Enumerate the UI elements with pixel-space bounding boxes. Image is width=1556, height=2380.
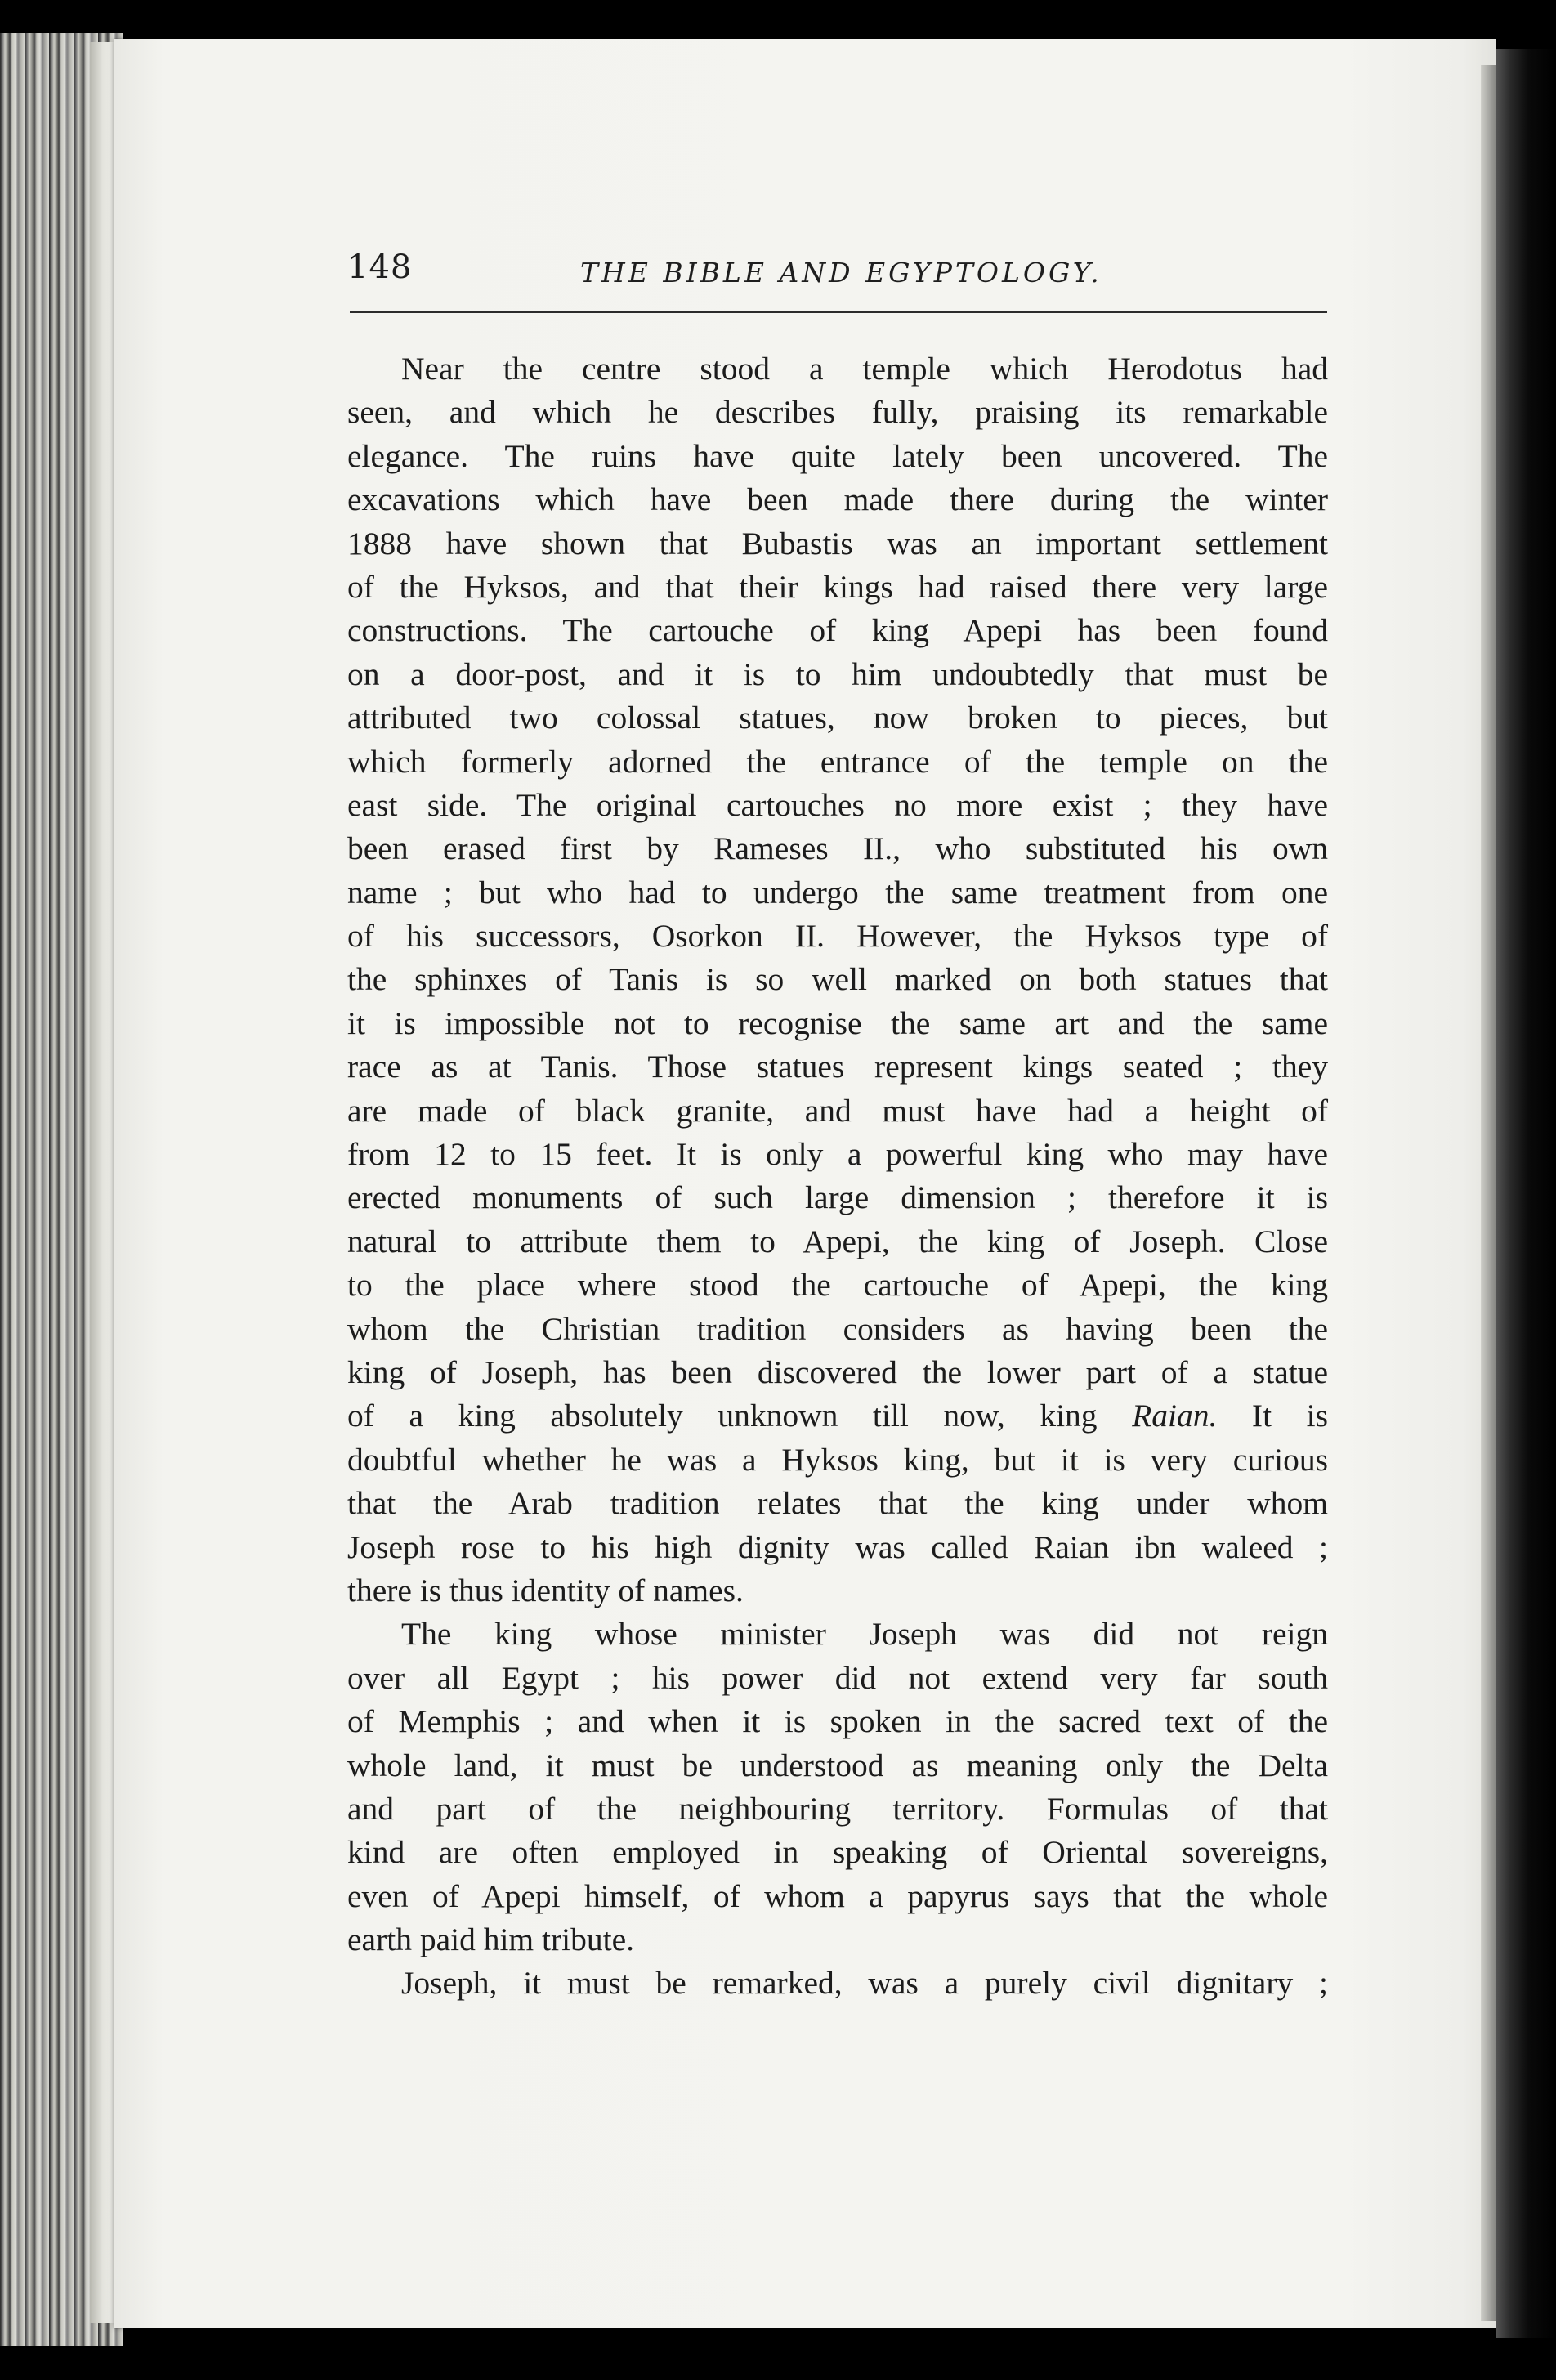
text-line: that the Arab tradition relates that the king under whom: [347, 1485, 1328, 1522]
right-page-edges: [1496, 49, 1556, 2338]
paragraph-3: [347, 1962, 1328, 2005]
header-rule: [350, 311, 1327, 313]
text-line: whom the Christian tradition considers as having been the: [347, 1310, 1328, 1347]
text-line: and part of the neighbouring territory. Formulas of that: [347, 1790, 1328, 1827]
italic-name: Raian.: [1132, 1398, 1218, 1434]
text-line: of the Hyksos, and that their kings had raised there very large: [347, 568, 1328, 605]
text-line: seen, and which he describes fully, praising its remarkable: [347, 394, 1328, 431]
text-line: on a door-post, and it is to him undoubtedly that must be: [347, 655, 1328, 692]
text-line: there is thus identity of names.: [347, 1572, 744, 1608]
text-line: to the place where stood the cartouche of Apepi, the king: [347, 1267, 1328, 1304]
text-line: over all Egypt ; his power did not extend very far south: [347, 1659, 1328, 1696]
text-line: Joseph, it must be remarked, was a purely civil dignitary ;: [401, 1965, 1328, 2002]
text-line: king of Joseph, has been discovered the lower part of a statue: [347, 1353, 1328, 1390]
text-line: are made of black granite, and must have had a height of: [347, 1092, 1328, 1129]
paragraph-2: [347, 1613, 1328, 1962]
page-header: [347, 242, 1328, 307]
text-line: name ; but who had to undergo the same treatment from one: [347, 874, 1328, 910]
text-line: The king whose minister Joseph was did not reign: [401, 1616, 1328, 1653]
text-line: 1888 have shown that Bubastis was an important settlement: [347, 525, 1328, 561]
text-line: of his successors, Osorkon II. However, the Hyksos type of: [347, 918, 1328, 955]
text-line: even of Apepi himself, of whom a papyrus says that the whole: [347, 1877, 1328, 1914]
text-line: erected monuments of such large dimension ; therefore it is: [347, 1179, 1328, 1216]
text-line: east side. The original cartouches no more exist ; they have: [347, 786, 1328, 823]
text-line: race as at Tanis. Those statues represent kings seated ; they: [347, 1049, 1328, 1085]
text-line: been erased first by Rameses II., who substituted his own: [347, 830, 1328, 867]
text-line: of a king absolutely unknown till now, king Raian. It is: [347, 1398, 1328, 1434]
body-text: [347, 347, 1328, 2006]
text-line: doubtful whether he was a Hyksos king, but it is very curious: [347, 1441, 1328, 1478]
text-line: whole land, it must be understood as meaning only the Delta: [347, 1747, 1328, 1783]
text-line: kind are often employed in speaking of Oriental sovereigns,: [347, 1834, 1328, 1871]
text-line: Joseph rose to his high dignity was called Raian ibn waleed ;: [347, 1528, 1328, 1565]
text-line: natural to attribute them to Apepi, the king of Joseph. Close: [347, 1223, 1328, 1259]
text-line: it is impossible not to recognise the same art and the same: [347, 1004, 1328, 1041]
text-line: of Memphis ; and when it is spoken in the sacred text of the: [347, 1703, 1328, 1740]
text-line: excavations which have been made there during the winter: [347, 481, 1328, 518]
text-line: from 12 to 15 feet. It is only a powerful king who may have: [347, 1136, 1328, 1173]
page-number: 148: [347, 248, 413, 286]
text-line: the sphinxes of Tanis is so well marked on both statues that: [347, 961, 1328, 998]
text-line: which formerly adorned the entrance of the temple on the: [347, 743, 1328, 780]
text-line: Near the centre stood a temple which Herodotus had: [401, 351, 1328, 387]
running-title: THE BIBLE AND EGYPTOLOGY.: [580, 257, 1102, 289]
text-line: constructions. The cartouche of king Apepi has been found: [347, 612, 1328, 649]
text-line: earth paid him tribute.: [347, 1921, 635, 1958]
text-line: elegance. The ruins have quite lately been uncovered. The: [347, 437, 1328, 474]
paragraph-1: [347, 347, 1328, 1613]
text-line: attributed two colossal statues, now broken to pieces, but: [347, 700, 1328, 736]
